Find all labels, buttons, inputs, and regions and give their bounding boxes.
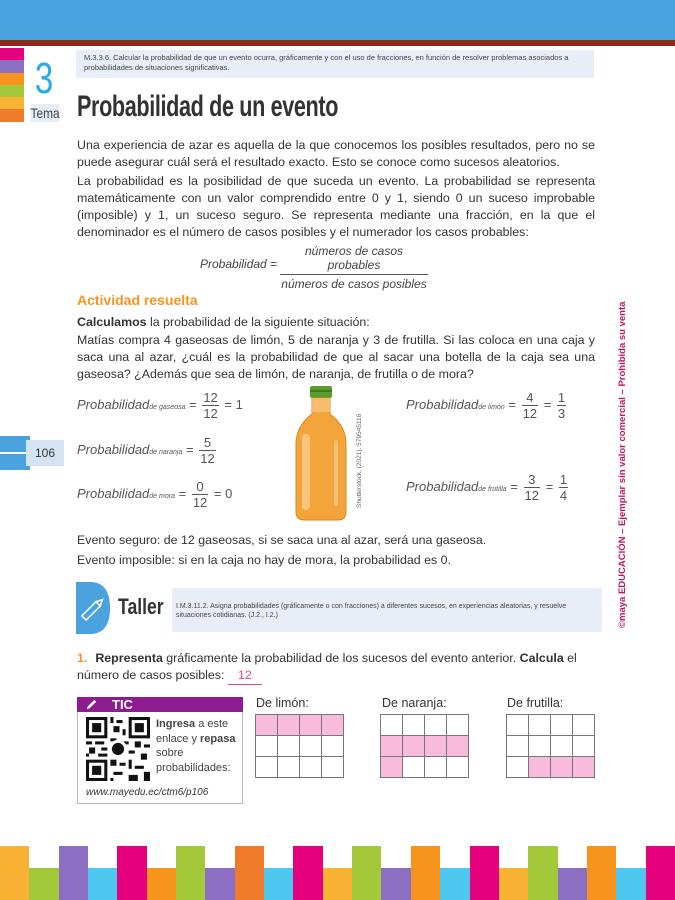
conclusion-imposible: Evento imposible: si en la caja no hay de mora, la probabilidad es 0.: [77, 553, 452, 567]
bottom-stripe: [147, 868, 176, 900]
activity-title: Actividad resuelta: [77, 292, 198, 308]
prob-sub: de limón: [478, 403, 505, 411]
grid-cell[interactable]: [403, 757, 425, 778]
qr-code-icon[interactable]: [86, 717, 150, 781]
grid-cell[interactable]: [322, 757, 344, 778]
prob-word: Probabilidad: [77, 396, 150, 412]
fraction: [557, 390, 566, 421]
taller-label: Taller: [118, 594, 164, 619]
grid-cell[interactable]: [551, 736, 573, 757]
question-bold-2: Calcula: [519, 651, 564, 665]
grid-cell[interactable]: [300, 736, 322, 757]
fraction-denominator: 12: [203, 406, 218, 421]
grid-cell[interactable]: [507, 757, 529, 778]
bottom-stripe: [205, 868, 234, 900]
definition-paragraph: La probabilidad es la posibilidad de que suceda un evento. La probabilidad se representa matemáticamente con un valor comprendido entre 0 y 1, siendo 0 un suceso improbable (imposible) y 1, un suceso seguro. Se representa mediante una fracción, en la que el denominador es el número de casos posibles y el numerador los casos probables:: [77, 174, 595, 239]
page-number: 106: [26, 440, 64, 466]
grid-cell[interactable]: [381, 757, 403, 778]
grid-cell[interactable]: [381, 736, 403, 757]
tic-bold-2: repasa: [200, 732, 236, 745]
grid-label-frutilla: De frutilla:: [507, 696, 564, 710]
tema-color-stripes: [0, 48, 24, 122]
page-title: Probabilidad de un evento: [77, 90, 339, 123]
activity-lead-rest: la probabilidad de la siguiente situación:: [146, 315, 370, 329]
bottom-stripe: [528, 846, 557, 900]
question-1: [77, 650, 597, 685]
bottom-stripe: [440, 868, 469, 900]
formula-lhs: Probabilidad =: [200, 257, 278, 271]
bottom-stripe: [88, 868, 117, 900]
prob-word: Probabilidad: [77, 485, 150, 501]
intro-paragraph: Una experiencia de azar es aquella de la que conocemos los posibles resultados, pero no se puede asegurar cuál será el resultado exacto. Esto se conoce como sucesos aleatorios.: [77, 138, 595, 169]
formula-denominator: números de casos posibles: [281, 277, 427, 291]
prob-word: Probabilidad: [77, 441, 150, 457]
formula-fraction: [280, 244, 428, 291]
tic-text-1: a este enlace y: [156, 718, 229, 745]
conclusion-seguro: Evento seguro: de 12 gaseosas, si se saca una al azar, será una gaseosa.: [77, 533, 487, 547]
question-number: 1.: [77, 651, 88, 665]
tic-link[interactable]: www.mayedu.ec/ctm6/p106: [86, 787, 209, 798]
grid-cell[interactable]: [322, 736, 344, 757]
fraction: [192, 479, 208, 510]
formula-numerator: números de casos probables: [304, 244, 404, 272]
fraction: [559, 472, 568, 503]
juice-bottle-image: [288, 384, 354, 524]
grid-cell[interactable]: [256, 757, 278, 778]
activity-lead: [77, 314, 595, 331]
grid-cell[interactable]: [425, 757, 447, 778]
activity-problem: Matías compra 4 gaseosas de limón, 5 de naranja y 3 de frutilla. Si las coloca en una caja y saca una al azar, ¿cuál es la probabilidad de que al sacar una botella de la caja sea una gaseosa? ¿Además que sea de limón, de naranja, de frutilla o de mora?: [77, 333, 595, 381]
grid-cell[interactable]: [529, 715, 551, 736]
grid-cell[interactable]: [447, 736, 469, 757]
grid-cell[interactable]: [403, 736, 425, 757]
grid-cell[interactable]: [278, 757, 300, 778]
probability-grid-frutilla[interactable]: [506, 714, 595, 778]
probability-grid-limon[interactable]: [255, 714, 344, 778]
pencil-icon: [76, 582, 110, 634]
grid-cell[interactable]: [278, 715, 300, 736]
bottom-stripe: [264, 868, 293, 900]
bottom-stripe: [646, 846, 675, 900]
fraction-numerator: 12: [203, 390, 218, 405]
prob-gaseosa: Probabilidadde gaseosa = $\frac{12}{12}$ = 1: [77, 390, 243, 421]
probability-grid-naranja[interactable]: [380, 714, 469, 778]
grid-cell[interactable]: [256, 715, 278, 736]
fraction-denominator: 12: [524, 488, 539, 503]
bottom-stripe: [235, 846, 264, 900]
taller-section: [76, 582, 606, 634]
tic-label: TIC: [112, 697, 133, 712]
grid-cell[interactable]: [425, 736, 447, 757]
fraction-numerator: 0: [192, 479, 208, 495]
question-text-2: el número de casos posibles:: [77, 651, 577, 682]
grid-cell[interactable]: [507, 736, 529, 757]
grid-cell[interactable]: [447, 757, 469, 778]
taller-standard-box: I.M.3.11.2. Asigna probabilidades (gráficamente o con fracciones) a diferentes sucesos, en experiencias aleatorias, y resuelve situaciones cotidianas. (J.2., I.2.): [172, 588, 602, 632]
fraction-denominator: 12: [192, 495, 208, 510]
fraction-numerator: 1: [557, 390, 566, 405]
fraction-bar: [280, 274, 428, 275]
image-credit: Shutterstock, (2021). 579545116: [356, 413, 363, 508]
fraction-denominator: 12: [522, 406, 538, 421]
bottom-stripe: [176, 846, 205, 900]
tic-bold-1: Ingresa: [156, 718, 196, 730]
fraction-numerator: 5: [199, 435, 215, 451]
fraction: [202, 390, 218, 421]
prob-result: = 0: [213, 485, 233, 501]
tema-label: Tema: [30, 105, 60, 121]
bottom-stripe: [352, 846, 381, 900]
grid-cell[interactable]: [322, 715, 344, 736]
grid-cell[interactable]: [551, 715, 573, 736]
question-text-1: gráficamente la probabilidad de los sucesos del evento anterior.: [162, 651, 520, 665]
prob-word: Probabilidad: [406, 478, 479, 494]
bottom-stripe: [381, 868, 410, 900]
grid-cell[interactable]: [381, 715, 403, 736]
bottom-stripe: [470, 846, 499, 900]
bottom-stripe: [293, 846, 322, 900]
prob-word: Probabilidad: [406, 396, 479, 412]
copyright-side-text: [617, 288, 628, 628]
top-color-bar: [0, 0, 675, 40]
standard-box: M.3.3.6. Calcular la probabilidad de que un evento ocurra, gráficamente y con el uso de fracciones, en función de resolver problemas asociados a probabilidades de situaciones significativas.: [76, 50, 594, 78]
bottom-stripe: [0, 846, 29, 900]
tic-header: [77, 697, 243, 712]
pencil-icon: [85, 698, 98, 711]
bottom-stripe: [323, 868, 352, 900]
grid-cell[interactable]: [425, 715, 447, 736]
prob-sub: de mora: [149, 492, 175, 500]
fraction: [199, 435, 215, 466]
grid-label-naranja: De naranja:: [382, 696, 447, 710]
grid-cell[interactable]: [278, 736, 300, 757]
bottom-stripe: [616, 868, 645, 900]
bottom-stripe: [499, 868, 528, 900]
copyright-text: EDUCACIÓN – Ejemplar sin valor comercial – Prohibida su venta: [617, 301, 628, 597]
grid-cell[interactable]: [403, 715, 425, 736]
bottom-stripe: [29, 868, 58, 900]
prob-result: = 1: [224, 396, 243, 412]
fraction-denominator: 3: [557, 406, 566, 421]
grid-cell[interactable]: [529, 736, 551, 757]
tema-number: 3: [34, 54, 54, 103]
question-bold-1: Representa: [95, 651, 163, 665]
prob-sub: de gaseosa: [149, 403, 186, 411]
grid-cell[interactable]: [573, 736, 595, 757]
prob-mora: Probabilidadde mora = $\frac{0}{12}$ = 0: [77, 479, 233, 510]
fraction-numerator: 1: [559, 472, 568, 487]
grid-cell[interactable]: [300, 715, 322, 736]
prob-naranja: Probabilidadde naranja = $\frac{5}{12}$: [77, 435, 215, 466]
fraction: [522, 390, 538, 421]
answer-field[interactable]: 12: [228, 667, 262, 685]
prob-sub: de naranja: [149, 448, 183, 456]
bottom-stripe: [59, 846, 88, 900]
fraction: [524, 472, 540, 503]
prob-frutilla: Probabilidadde frutilla = $\frac{3}{12}$ = $\frac{1}{4}$: [406, 472, 568, 503]
bottom-color-bars: [0, 846, 675, 900]
bottom-stripe: [117, 846, 146, 900]
fraction-numerator: 4: [522, 390, 538, 406]
fraction-numerator: 3: [524, 472, 540, 488]
fraction-denominator: 4: [559, 488, 568, 503]
activity-lead-bold: Calculamos: [77, 315, 147, 329]
prob-sub: de frutilla: [478, 485, 507, 493]
grid-cell[interactable]: [529, 757, 551, 778]
tic-text-2: sobre probabilidades:: [156, 747, 231, 774]
fraction-denominator: 12: [200, 451, 215, 466]
grid-cell[interactable]: [551, 757, 573, 778]
grid-cell[interactable]: [573, 715, 595, 736]
brand-text: ©maya: [617, 596, 628, 628]
grid-cell[interactable]: [256, 736, 278, 757]
grid-cell[interactable]: [573, 757, 595, 778]
top-divider-line: [0, 40, 675, 46]
tic-text: [156, 717, 240, 775]
bottom-stripe: [587, 846, 616, 900]
grid-cell[interactable]: [447, 715, 469, 736]
prob-limon: Probabilidadde limón = $\frac{4}{12}$ = $\frac{1}{3}$: [406, 390, 566, 421]
grid-cell[interactable]: [507, 715, 529, 736]
grid-label-limon: De limón:: [256, 696, 309, 710]
grid-cell[interactable]: [300, 757, 322, 778]
bottom-stripe: [411, 846, 440, 900]
bottom-stripe: [558, 868, 587, 900]
